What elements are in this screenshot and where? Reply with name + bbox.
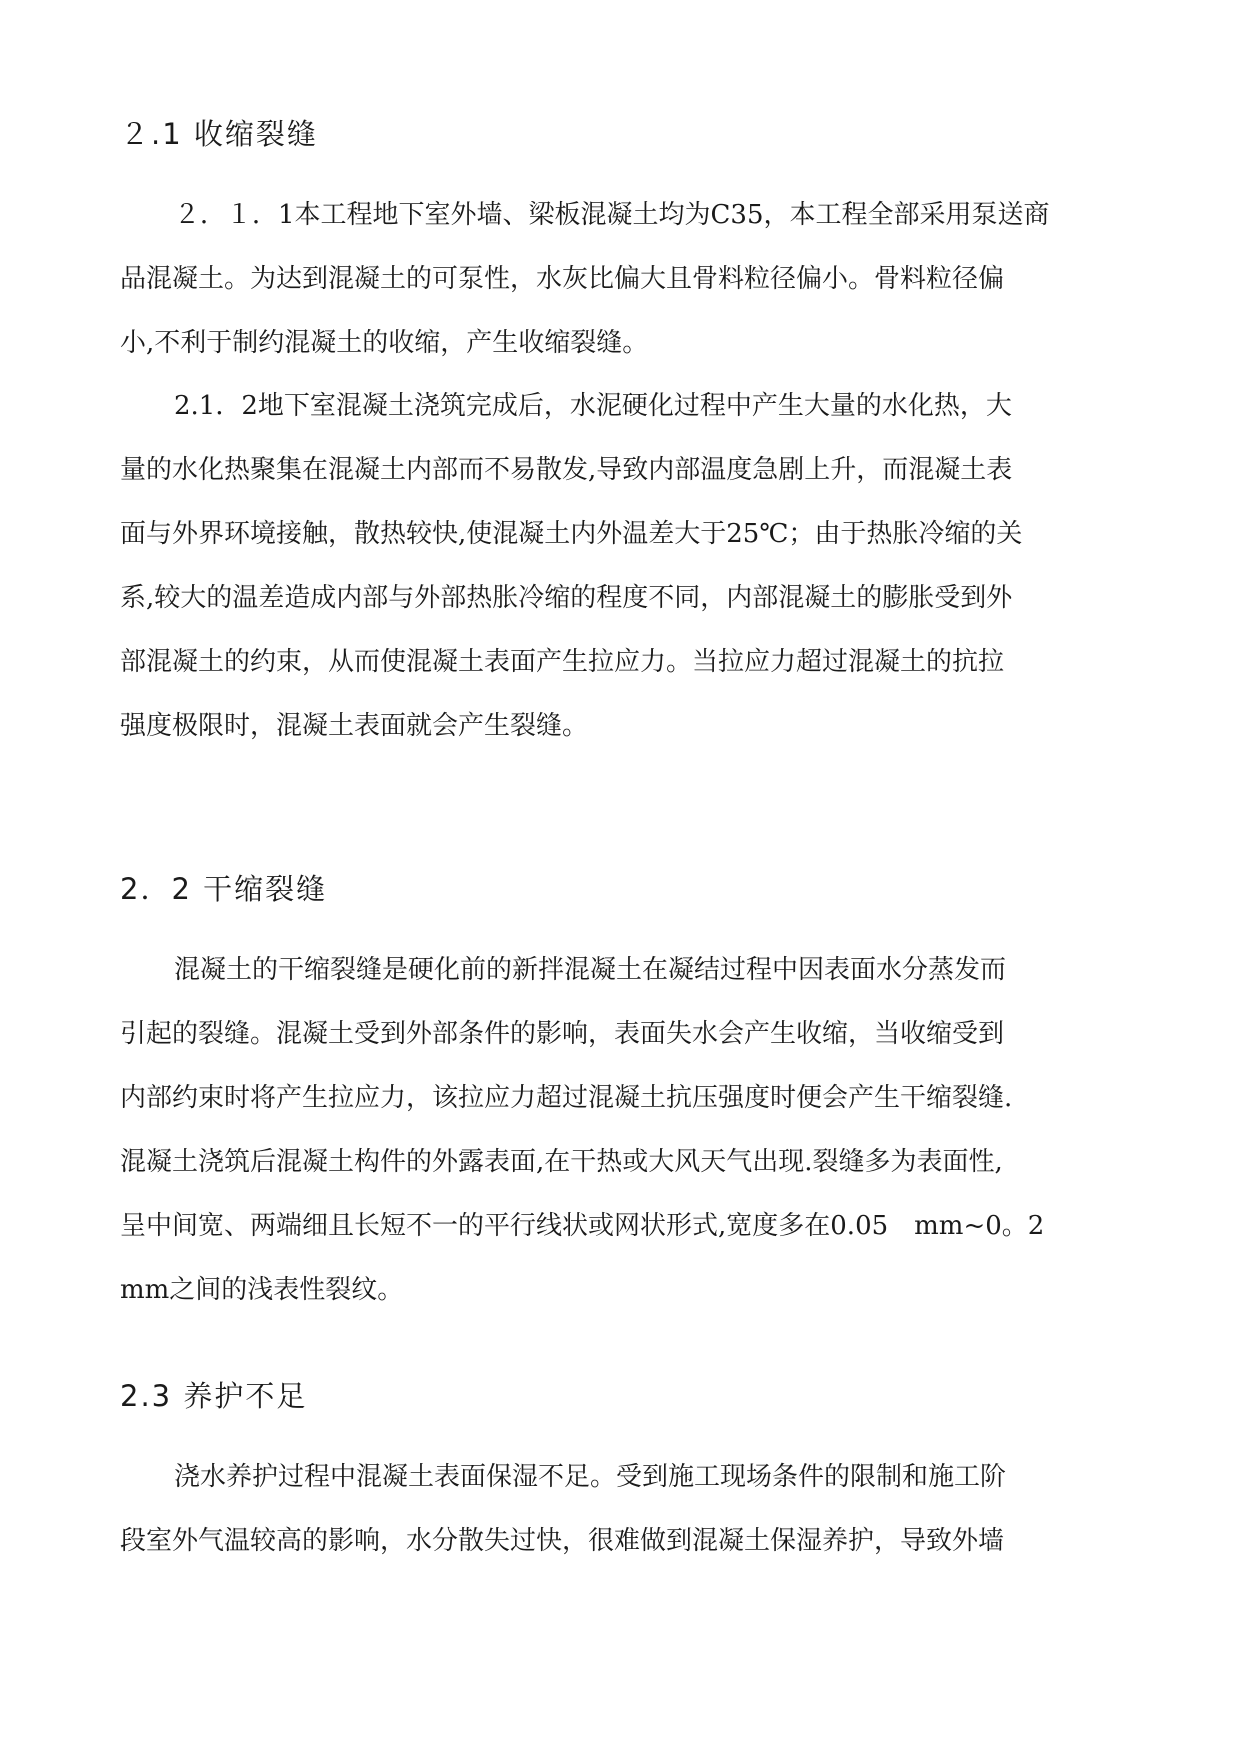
paragraph-line: 呈中间宽、两端细且长短不一的平行线状或网状形式,宽度多在0.05 mm~0。2 (120, 1211, 1045, 1241)
paragraph-2-3 (120, 1445, 1115, 1573)
paragraph-line: 内部约束时将产生拉应力，该拉应力超过混凝土抗压强度时便会产生干缩裂缝. (120, 1083, 1013, 1113)
paragraph-line: 量的水化热聚集在混凝土内部而不易散发,导致内部温度急剧上升，而混凝土表 (120, 455, 1013, 485)
section-heading-2-2: 2．2 干缩裂缝 (120, 872, 328, 906)
paragraph-line: ２．１．1本工程地下室外墙、梁板混凝土均为C35，本工程全部采用泵送商 (174, 200, 1050, 230)
paragraph-line: 混凝土的干缩裂缝是硬化前的新拌混凝土在凝结过程中因表面水分蒸发而 (174, 955, 1007, 985)
paragraph-2-1-2 (120, 374, 1115, 758)
paragraph-line: 小,不利于制约混凝土的收缩，产生收缩裂缝。 (120, 328, 649, 358)
paragraph-line: 2.1．2地下室混凝土浇筑完成后，水泥硬化过程中产生大量的水化热，大 (174, 391, 1012, 421)
paragraph-line: 部混凝土的约束，从而使混凝土表面产生拉应力。当拉应力超过混凝土的抗拉 (120, 647, 1005, 677)
paragraph-line: 系,较大的温差造成内部与外部热胀冷缩的程度不同，内部混凝土的膨胀受到外 (120, 583, 1013, 613)
paragraph-line: 强度极限时，混凝土表面就会产生裂缝。 (120, 711, 589, 741)
paragraph-2-1-1 (120, 183, 1115, 375)
section-heading-2-3: 2.3 养护不足 (120, 1379, 308, 1413)
section-heading-2-1: ２.1 收缩裂缝 (120, 117, 318, 151)
paragraph-line: 段室外气温较高的影响，水分散失过快，很难做到混凝土保湿养护，导致外墙 (120, 1526, 1005, 1556)
paragraph-line: mm之间的浅表性裂纹。 (120, 1275, 404, 1305)
paragraph-line: 混凝土浇筑后混凝土构件的外露表面,在干热或大风天气出现.裂缝多为表面性, (120, 1147, 1003, 1177)
paragraph-line: 品混凝土。为达到混凝土的可泵性，水灰比偏大且骨料粒径偏小。骨料粒径偏 (120, 264, 1005, 294)
paragraph-line: 面与外界环境接触，散热较快,使混凝土内外温差大于25℃；由于热胀冷缩的关 (120, 519, 1023, 549)
paragraph-2-2 (120, 938, 1115, 1322)
paragraph-line: 浇水养护过程中混凝土表面保湿不足。受到施工现场条件的限制和施工阶 (174, 1462, 1007, 1492)
paragraph-line: 引起的裂缝。混凝土受到外部条件的影响，表面失水会产生收缩，当收缩受到 (120, 1019, 1005, 1049)
